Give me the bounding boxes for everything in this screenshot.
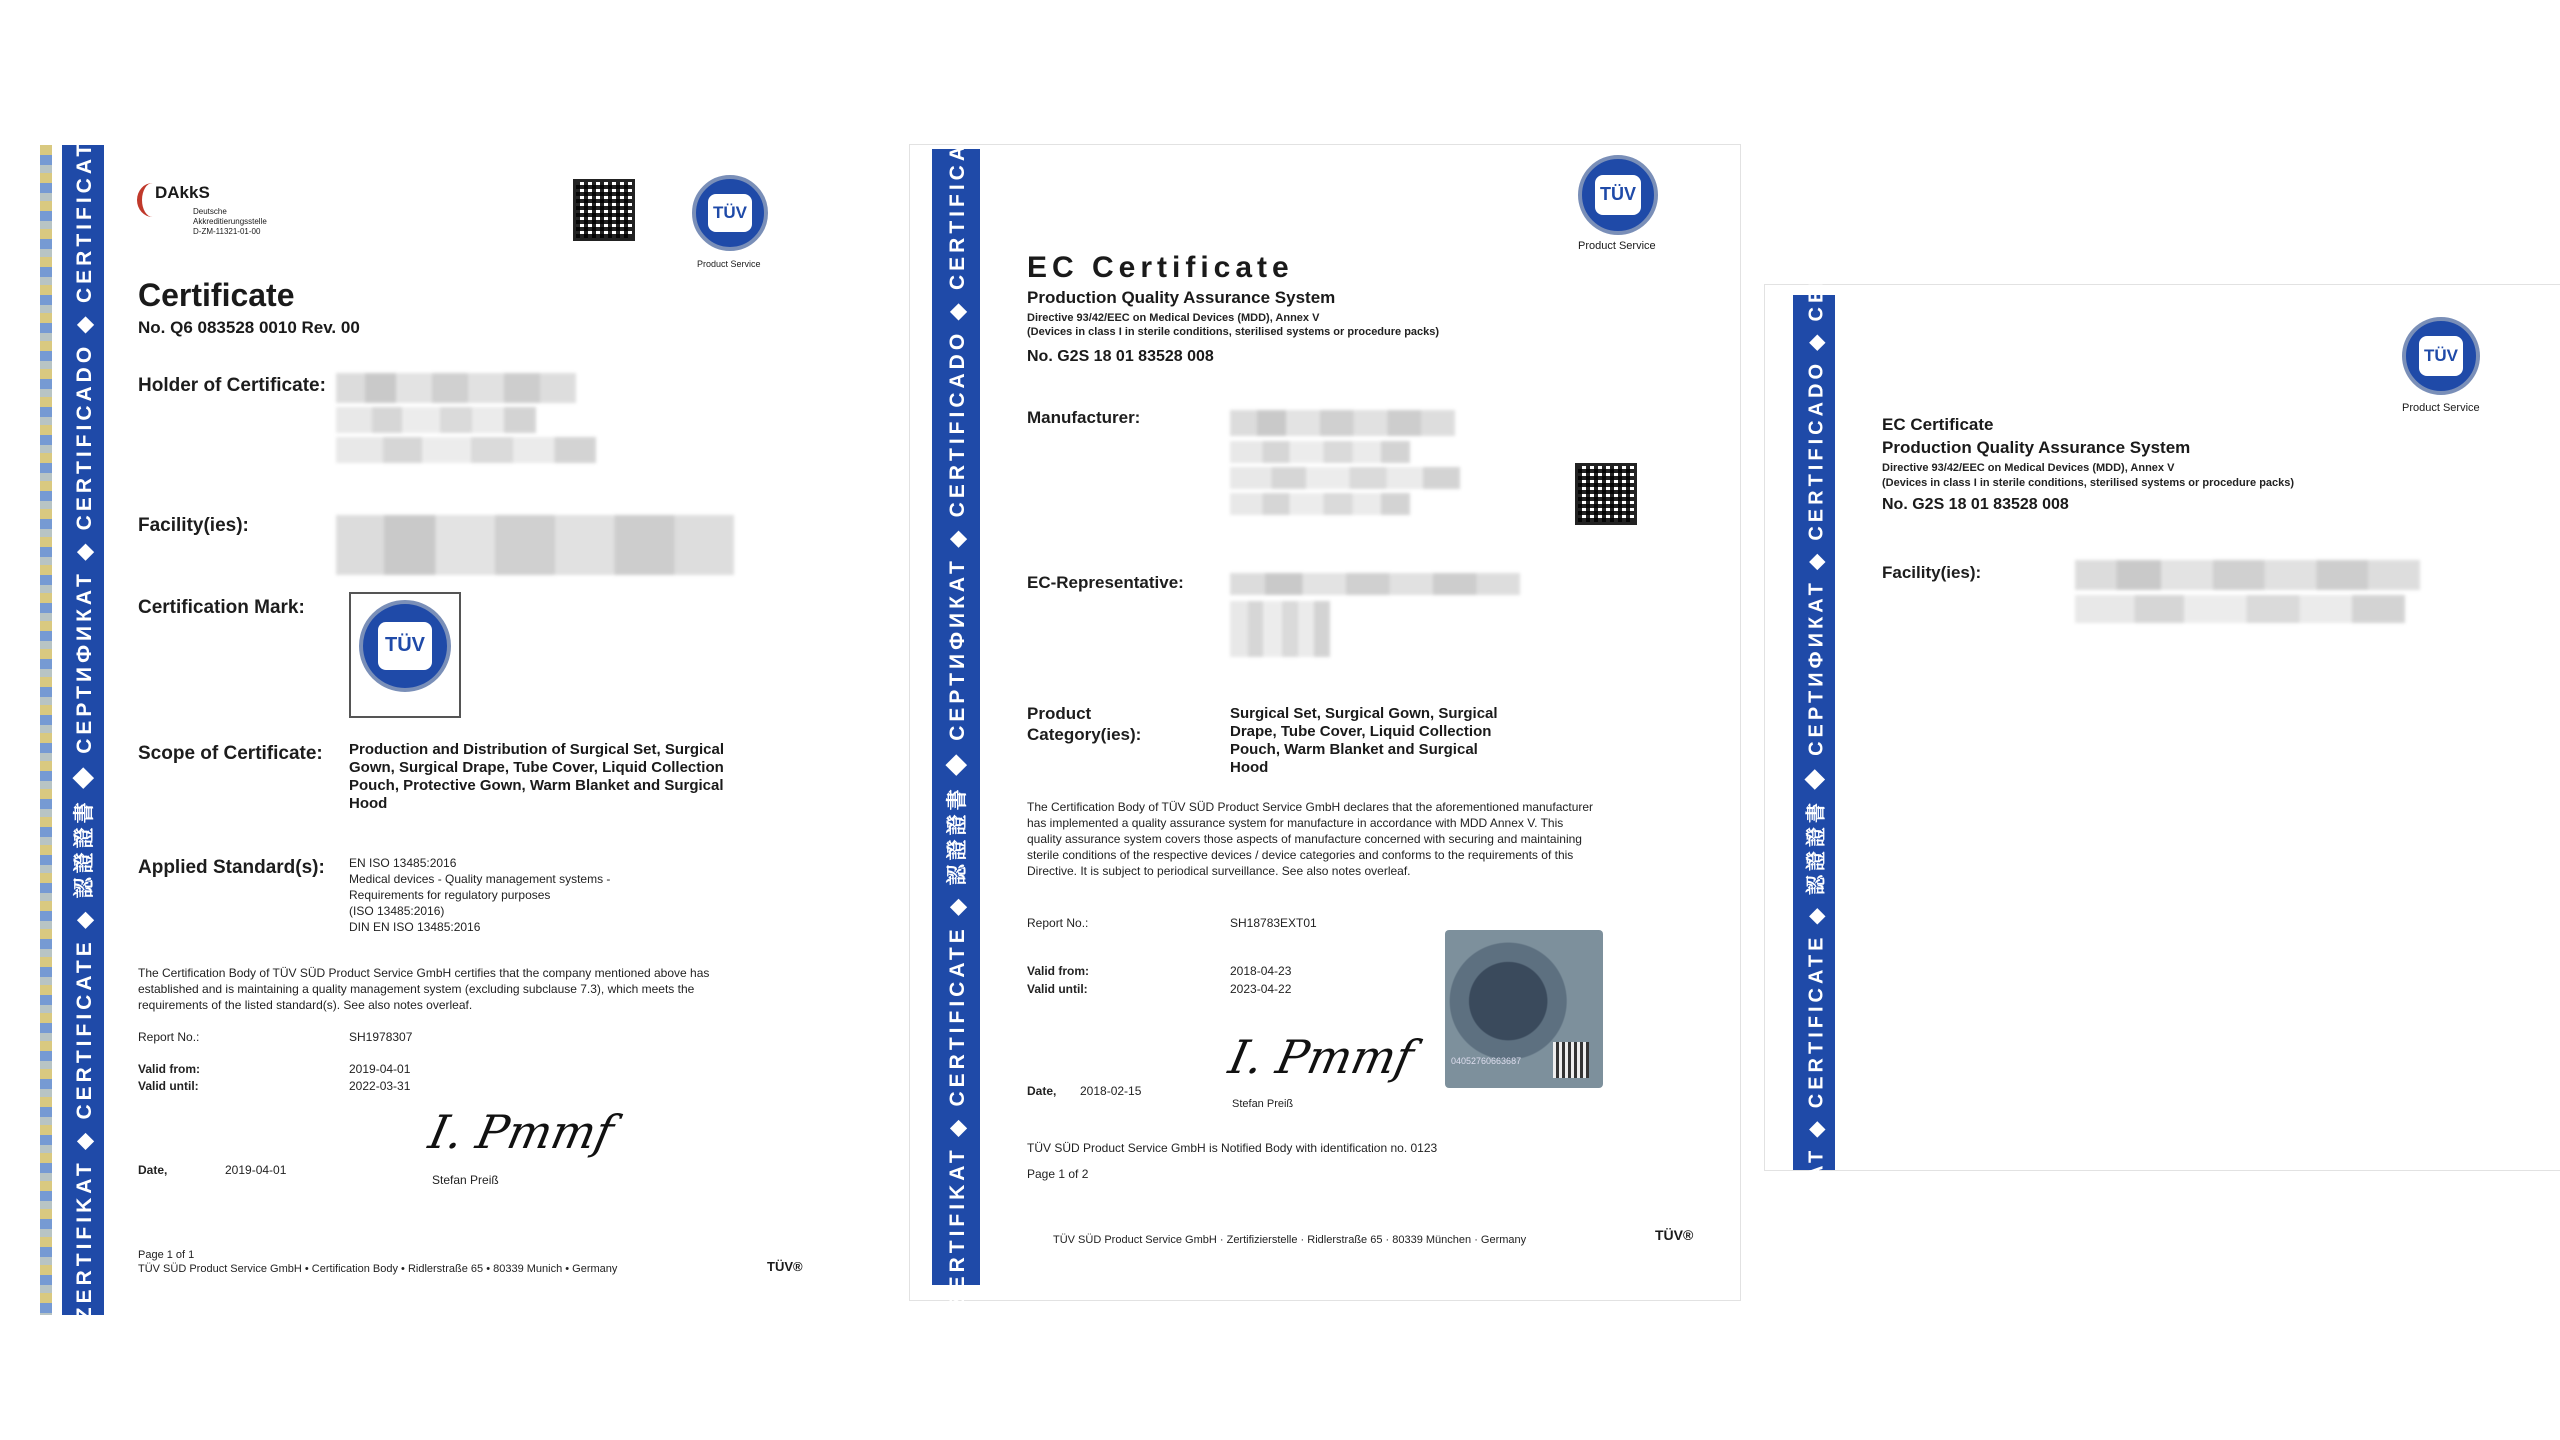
standard-5: DIN EN ISO 13485:2016 bbox=[349, 920, 481, 934]
product-category-text: Surgical Set, Surgical Gown, Surgical Drape, Tube Cover, Liquid Collection Pouch, Warm Blanket and Surgical Hood bbox=[1230, 705, 1498, 776]
notified-body-text: TÜV SÜD Product Service GmbH is Notified Body with identification no. 0123 bbox=[1027, 1141, 1438, 1155]
certificate-subtitle: Production Quality Assurance System bbox=[1882, 438, 2191, 457]
product-service-label: Product Service bbox=[1578, 240, 1656, 252]
redacted-manufacturer bbox=[1230, 493, 1410, 515]
certificate-title: Certificate bbox=[138, 277, 295, 313]
standard-4: (ISO 13485:2016) bbox=[349, 904, 445, 918]
tuv-mark-icon bbox=[359, 600, 451, 692]
footer-text: TÜV SÜD Product Service GmbH · Zertifizierstelle · Ridlerstraße 65 · 80339 München · Germany bbox=[1053, 1234, 1527, 1246]
certificate-title: EC Certificate bbox=[1027, 251, 1294, 284]
facility-label: Facility(ies): bbox=[138, 515, 249, 536]
devices-text: (Devices in class I in sterile conditions, sterilised systems or procedure packs) bbox=[1027, 326, 1440, 338]
band-text: ZERTIFIKAT ◆ CERTIFICATE ◆ 認證證書 ◆ СЕРТИФИКАТ ◆ CERTIFICADO ◆ CERTIFICAT bbox=[73, 139, 96, 1321]
valid-until-value: 2022-03-31 bbox=[349, 1079, 411, 1093]
redacted-representative bbox=[1230, 601, 1330, 657]
certificate-number: No. G2S 18 01 83528 008 bbox=[1027, 348, 1214, 365]
directive-text: Directive 93/42/EEC on Medical Devices (MDD), Annex V bbox=[1882, 462, 2175, 474]
directive-text: Directive 93/42/EEC on Medical Devices (MDD), Annex V bbox=[1027, 312, 1320, 324]
certificate-document-2 bbox=[910, 126, 1740, 1308]
tuv-logo-text: TÜV bbox=[1595, 175, 1641, 215]
tuv-logo-icon bbox=[2402, 317, 2480, 395]
report-value: SH18783EXT01 bbox=[1230, 916, 1317, 930]
hologram-qr-icon bbox=[1553, 1042, 1589, 1078]
date-value: 2018-02-15 bbox=[1080, 1084, 1142, 1098]
redacted-manufacturer bbox=[1230, 467, 1460, 489]
certification-body-text: The Certification Body of TÜV SÜD Product Service GmbH declares that the aforementioned manufacturer has implemented a quality assurance system for manufacture in accordance with MDD Annex V. This quality assurance system covers those aspects of manufacture concerned with securing and maintaining sterile conditions of the respective devices / device categories and conforms to the requirements of this Directive. It is subject to periodical surveillance. See also notes overleaf. bbox=[1027, 800, 1594, 878]
product-service-label: Product Service bbox=[697, 259, 761, 269]
date-label: Date, bbox=[1027, 1084, 1057, 1098]
dakks-sub2: Akkreditierungsstelle bbox=[193, 217, 267, 226]
certification-mark-icon bbox=[349, 592, 461, 718]
security-strip bbox=[40, 145, 52, 1315]
report-value: SH1978307 bbox=[349, 1030, 413, 1044]
scope-label: Scope of Certificate: bbox=[138, 743, 323, 764]
redacted-representative bbox=[1230, 573, 1520, 595]
standards-label: Applied Standard(s): bbox=[138, 857, 325, 878]
hologram-seal bbox=[1445, 930, 1603, 1088]
certificate-band bbox=[932, 126, 980, 1308]
footer-text: TÜV SÜD Product Service GmbH • Certification Body • Ridlerstraße 65 • 80339 Munich • Germany bbox=[138, 1263, 618, 1275]
tuv-logo-text: TÜV bbox=[2419, 336, 2464, 375]
signer-name: Stefan Preiß bbox=[432, 1173, 499, 1187]
certificate-band bbox=[62, 139, 104, 1321]
band-text: ZERTIFIKAT ◆ CERTIFICATE ◆ 認證證書 ◆ СЕРТИФИКАТ ◆ CERTIFICADO ◆ CERTIFICAT bbox=[1805, 163, 1828, 1302]
valid-from-label: Valid from: bbox=[138, 1062, 201, 1076]
valid-until-label: Valid until: bbox=[138, 1079, 199, 1093]
redacted-facility bbox=[2075, 595, 2405, 623]
certificate-document-1 bbox=[40, 139, 870, 1321]
date-label: Date, bbox=[138, 1163, 168, 1177]
devices-text: (Devices in class I in sterile conditions, sterilised systems or procedure packs) bbox=[1882, 477, 2295, 489]
certificate-number: No. Q6 083528 0010 Rev. 00 bbox=[138, 318, 360, 337]
footer-tuv-logo: TÜV® bbox=[767, 1259, 803, 1274]
ec-representative-label: EC-Representative: bbox=[1027, 573, 1184, 592]
manufacturer-label: Manufacturer: bbox=[1027, 408, 1141, 427]
valid-until-value: 2023-04-22 bbox=[1230, 982, 1292, 996]
date-value: 2019-04-01 bbox=[225, 1163, 287, 1177]
valid-from-value: 2019-04-01 bbox=[349, 1062, 411, 1076]
valid-from-value: 2018-04-23 bbox=[1230, 964, 1292, 978]
report-label: Report No.: bbox=[138, 1030, 200, 1044]
redacted-facility bbox=[2075, 560, 2420, 590]
report-label: Report No.: bbox=[1027, 916, 1089, 930]
certificate-band bbox=[1793, 163, 1835, 1302]
signature-graphic: I. Pmmf bbox=[1224, 1030, 1419, 1084]
dakks-name: DAkkS bbox=[155, 183, 210, 202]
valid-until-label: Valid until: bbox=[1027, 982, 1088, 996]
page-number: Page 1 of 1 bbox=[138, 1249, 195, 1261]
tuv-logo-text: TÜV bbox=[708, 194, 752, 232]
certificate-title: EC Certificate bbox=[1882, 415, 1994, 434]
hologram-code: 04052760663687 bbox=[1451, 1056, 1522, 1066]
redacted-holder bbox=[336, 373, 576, 403]
product-category-label: Product Category(ies): bbox=[1027, 704, 1142, 744]
signer-name: Stefan Preiß bbox=[1232, 1098, 1294, 1110]
facility-label: Facility(ies): bbox=[1882, 563, 1982, 582]
tuv-mark-text: TÜV bbox=[378, 622, 432, 669]
scope-text: Production and Distribution of Surgical Set, Surgical Gown, Surgical Drape, Tube Cover, Liquid Collection Pouch, Protective Gown, Warm Blanket and Surgical Hood bbox=[349, 741, 725, 812]
holder-label: Holder of Certificate: bbox=[138, 375, 326, 396]
footer-tuv-logo: TÜV® bbox=[1655, 1227, 1694, 1243]
dakks-sub3: D-ZM-11321-01-00 bbox=[193, 227, 261, 236]
product-service-label: Product Service bbox=[2402, 402, 2480, 414]
certificate-document-3 bbox=[1765, 163, 2560, 1302]
redacted-holder bbox=[336, 437, 596, 463]
qr-code-icon bbox=[1575, 463, 1637, 525]
qr-code-icon bbox=[573, 179, 635, 241]
standard-1: EN ISO 13485:2016 bbox=[349, 856, 457, 870]
standard-3: Requirements for regulatory purposes bbox=[349, 888, 551, 902]
dakks-sub1: Deutsche bbox=[193, 207, 227, 216]
standard-2: Medical devices - Quality management systems - bbox=[349, 872, 611, 886]
certificate-number: No. G2S 18 01 83528 008 bbox=[1882, 496, 2069, 513]
tuv-logo-icon bbox=[692, 175, 768, 251]
certification-mark-label: Certification Mark: bbox=[138, 597, 305, 618]
certificate-subtitle: Production Quality Assurance System bbox=[1027, 288, 1336, 307]
dakks-logo bbox=[137, 177, 297, 247]
band-text: ZERTIFIKAT ◆ CERTIFICATE ◆ 認證證書 ◆ СЕРТИФИКАТ ◆ CERTIFICADO ◆ CERTIFICAT bbox=[946, 126, 969, 1308]
page-number: Page 1 of 2 bbox=[1027, 1167, 1089, 1181]
tuv-logo-icon bbox=[1578, 155, 1658, 235]
redacted-manufacturer bbox=[1230, 441, 1410, 463]
redacted-facility bbox=[336, 515, 734, 575]
valid-from-label: Valid from: bbox=[1027, 964, 1090, 978]
redacted-manufacturer bbox=[1230, 410, 1455, 436]
signature-graphic: I. Pmmf bbox=[424, 1105, 619, 1159]
redacted-holder bbox=[336, 407, 536, 433]
certification-body-text: The Certification Body of TÜV SÜD Product Service GmbH certifies that the company mentioned above has established and is maintaining a quality management system (excluding subclause 7.3), which meets the requirements of the listed standard(s). See also notes overleaf. bbox=[138, 966, 710, 1012]
